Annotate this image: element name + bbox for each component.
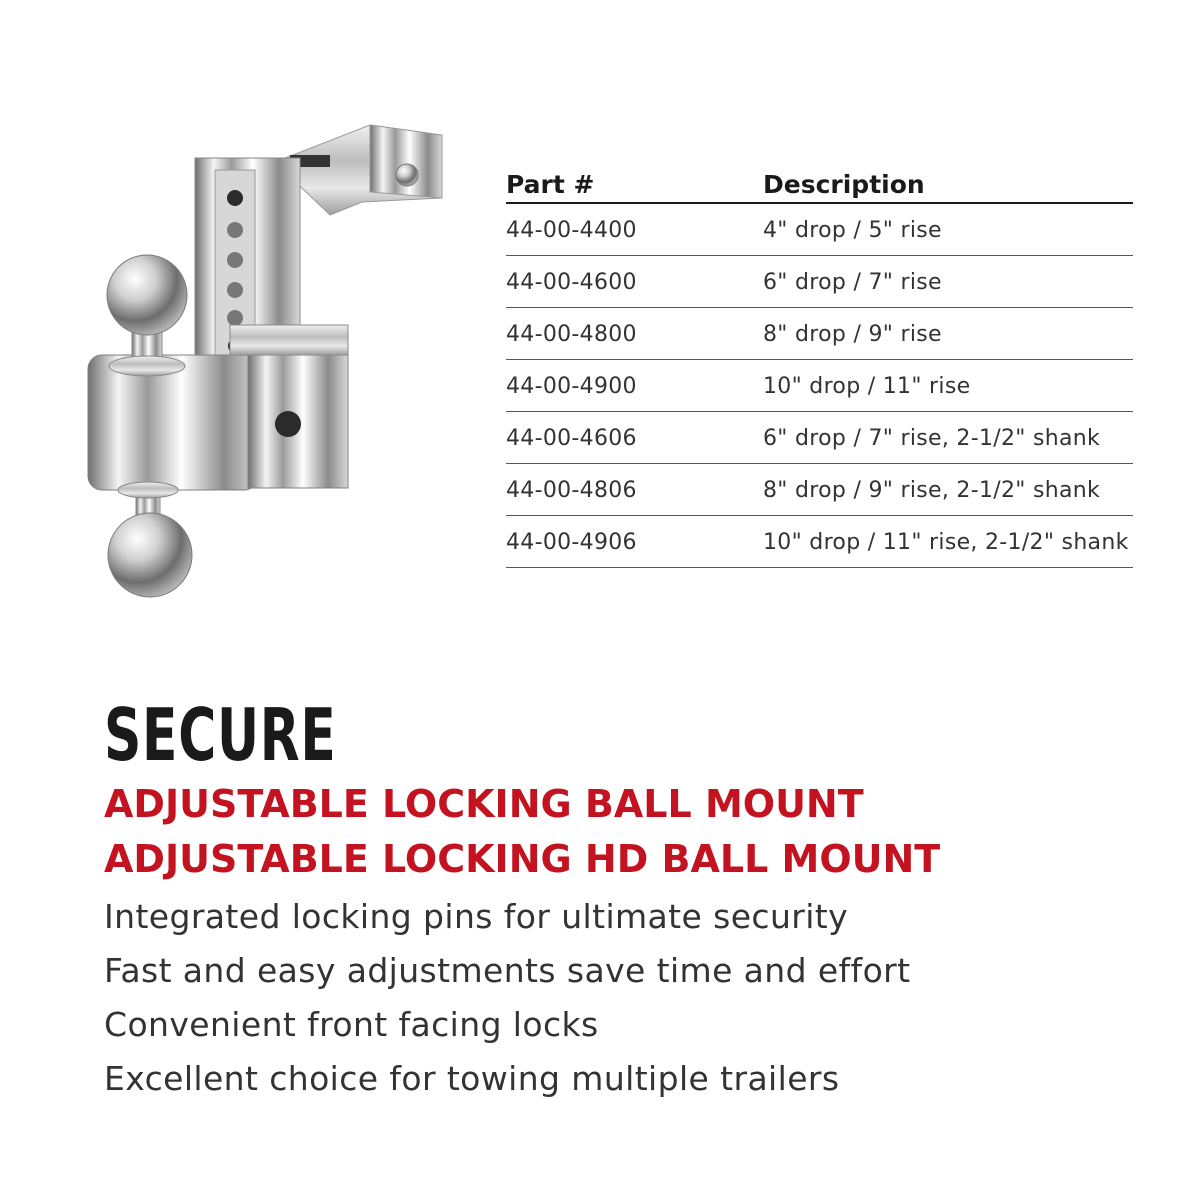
bottom-hitch-ball bbox=[108, 482, 192, 597]
table-row bbox=[506, 360, 1133, 412]
description-cell: 6" drop / 7" rise bbox=[763, 256, 1133, 308]
headline-secure: SECURE bbox=[104, 693, 337, 777]
feature-item: Integrated locking pins for ultimate security bbox=[104, 897, 849, 936]
part-number-cell: 44-00-4900 bbox=[506, 360, 763, 412]
feature-list bbox=[104, 890, 910, 1106]
description-cell: 10" drop / 11" rise bbox=[763, 360, 1133, 412]
feature-item: Fast and easy adjustments save time and effort bbox=[104, 951, 911, 990]
part-number-cell: 44-00-4806 bbox=[506, 464, 763, 516]
table-row bbox=[506, 464, 1133, 516]
part-number-cell: 44-00-4400 bbox=[506, 203, 763, 256]
table-row bbox=[506, 516, 1133, 568]
part-number-header: Part # bbox=[506, 166, 763, 203]
description-cell: 4" drop / 5" rise bbox=[763, 203, 1133, 256]
description-cell: 8" drop / 9" rise bbox=[763, 308, 1133, 360]
description-cell: 10" drop / 11" rise, 2-1/2" shank bbox=[763, 516, 1133, 568]
product-title-standard: ADJUSTABLE LOCKING BALL MOUNT bbox=[104, 782, 864, 826]
part-number-cell: 44-00-4906 bbox=[506, 516, 763, 568]
feature-item: Convenient front facing locks bbox=[104, 1005, 599, 1044]
product-title-hd: ADJUSTABLE LOCKING HD BALL MOUNT bbox=[104, 837, 941, 881]
description-cell: 8" drop / 9" rise, 2-1/2" shank bbox=[763, 464, 1133, 516]
description-header: Description bbox=[763, 166, 1133, 203]
part-number-table bbox=[506, 166, 1133, 568]
ball-mount-product-image bbox=[70, 110, 470, 610]
table-row bbox=[506, 256, 1133, 308]
description-cell: 6" drop / 7" rise, 2-1/2" shank bbox=[763, 412, 1133, 464]
table-row bbox=[506, 412, 1133, 464]
table-row bbox=[506, 203, 1133, 256]
feature-item: Excellent choice for towing multiple trailers bbox=[104, 1059, 840, 1098]
table-header-row bbox=[506, 166, 1133, 203]
locking-pin-icon bbox=[275, 411, 301, 437]
part-number-cell: 44-00-4800 bbox=[506, 308, 763, 360]
part-number-cell: 44-00-4600 bbox=[506, 256, 763, 308]
shank-pin-icon bbox=[396, 164, 418, 186]
table-row bbox=[506, 308, 1133, 360]
part-number-cell: 44-00-4606 bbox=[506, 412, 763, 464]
